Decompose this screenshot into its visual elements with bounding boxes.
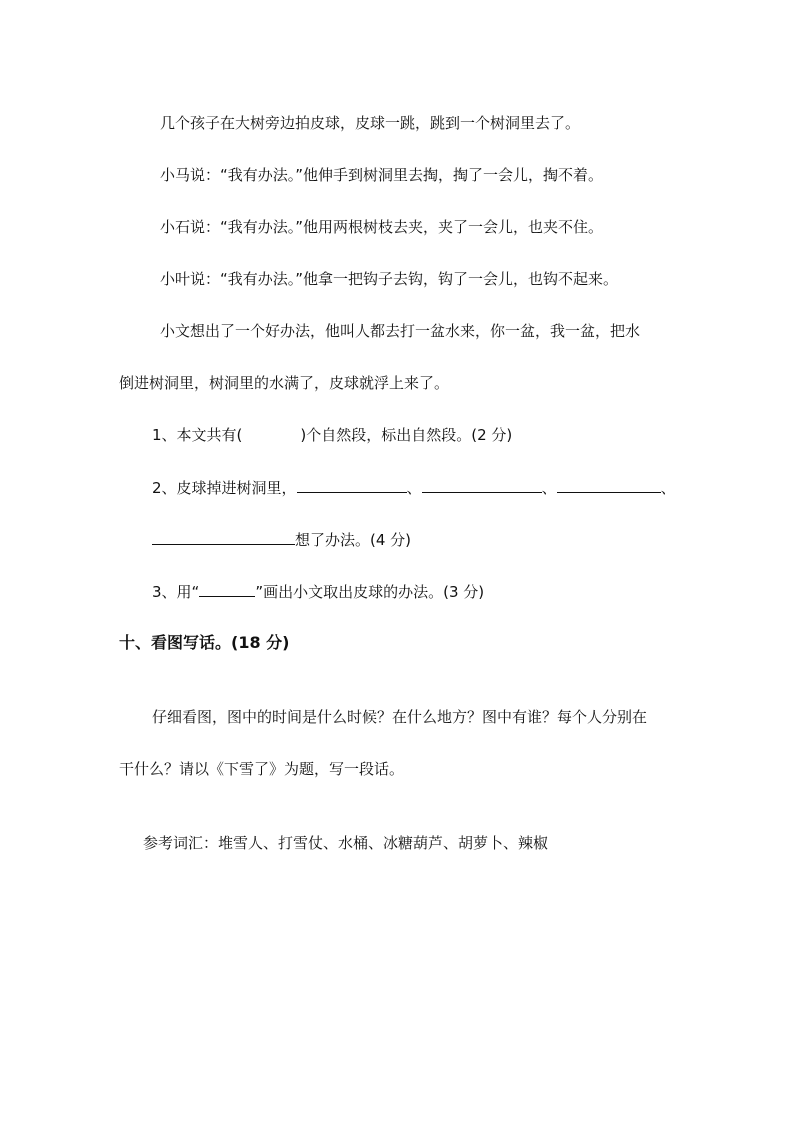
answer-blank-1 <box>297 477 407 493</box>
question-2 <box>152 477 676 498</box>
question-3-text-after: ”画出小文取出皮球的办法。(3 分) <box>255 583 485 601</box>
underline-sample <box>199 581 255 597</box>
question-2-continued <box>152 529 411 550</box>
reference-vocabulary: 参考词汇：堆雪人、打雪仗、水桶、冰糖葫芦、胡萝卜、辣椒 <box>143 834 549 852</box>
section-10-prompt-line-2: 干什么？请以《下雪了》为题，写一段话。 <box>119 760 405 778</box>
question-1-text-after: )个自然段，标出自然段。(2 分) <box>300 426 513 444</box>
story-paragraph-3: 小石说：“我有办法。”他用两根树枝去夹，夹了一会儿，也夹不住。 <box>160 218 604 236</box>
separator: 、 <box>541 479 557 497</box>
story-paragraph-2: 小马说：“我有办法。”他伸手到树洞里去掏，掏了一会儿，掏不着。 <box>160 166 604 184</box>
answer-blank-3 <box>557 477 661 493</box>
story-paragraph-5-line-1: 小文想出了一个好办法，他叫人都去打一盆水来，你一盆，我一盆，把水 <box>160 322 641 340</box>
question-2-text-before: 2、皮球掉进树洞里， <box>152 479 297 497</box>
answer-blank-4 <box>152 529 295 545</box>
story-paragraph-1: 几个孩子在大树旁边拍皮球，皮球一跳，跳到一个树洞里去了。 <box>160 114 581 132</box>
section-10-heading: 十、看图写话。(18 分) <box>119 633 290 652</box>
story-paragraph-5-line-2: 倒进树洞里，树洞里的水满了，皮球就浮上来了。 <box>119 374 450 392</box>
question-2-text-after: 想了办法。(4 分) <box>295 531 412 549</box>
question-1 <box>152 425 512 445</box>
question-3-text-before: 3、用“ <box>152 583 200 601</box>
story-paragraph-4: 小叶说：“我有办法。”他拿一把钩子去钩，钩了一会儿，也钩不起来。 <box>160 270 619 288</box>
section-10-prompt-line-1: 仔细看图，图中的时间是什么时候？在什么地方？图中有谁？每个人分别在 <box>152 708 648 726</box>
separator: 、 <box>660 479 676 497</box>
answer-blank-2 <box>422 477 542 493</box>
question-3 <box>152 581 484 602</box>
question-1-text-before: 1、本文共有( <box>152 426 243 444</box>
separator: 、 <box>406 479 422 497</box>
